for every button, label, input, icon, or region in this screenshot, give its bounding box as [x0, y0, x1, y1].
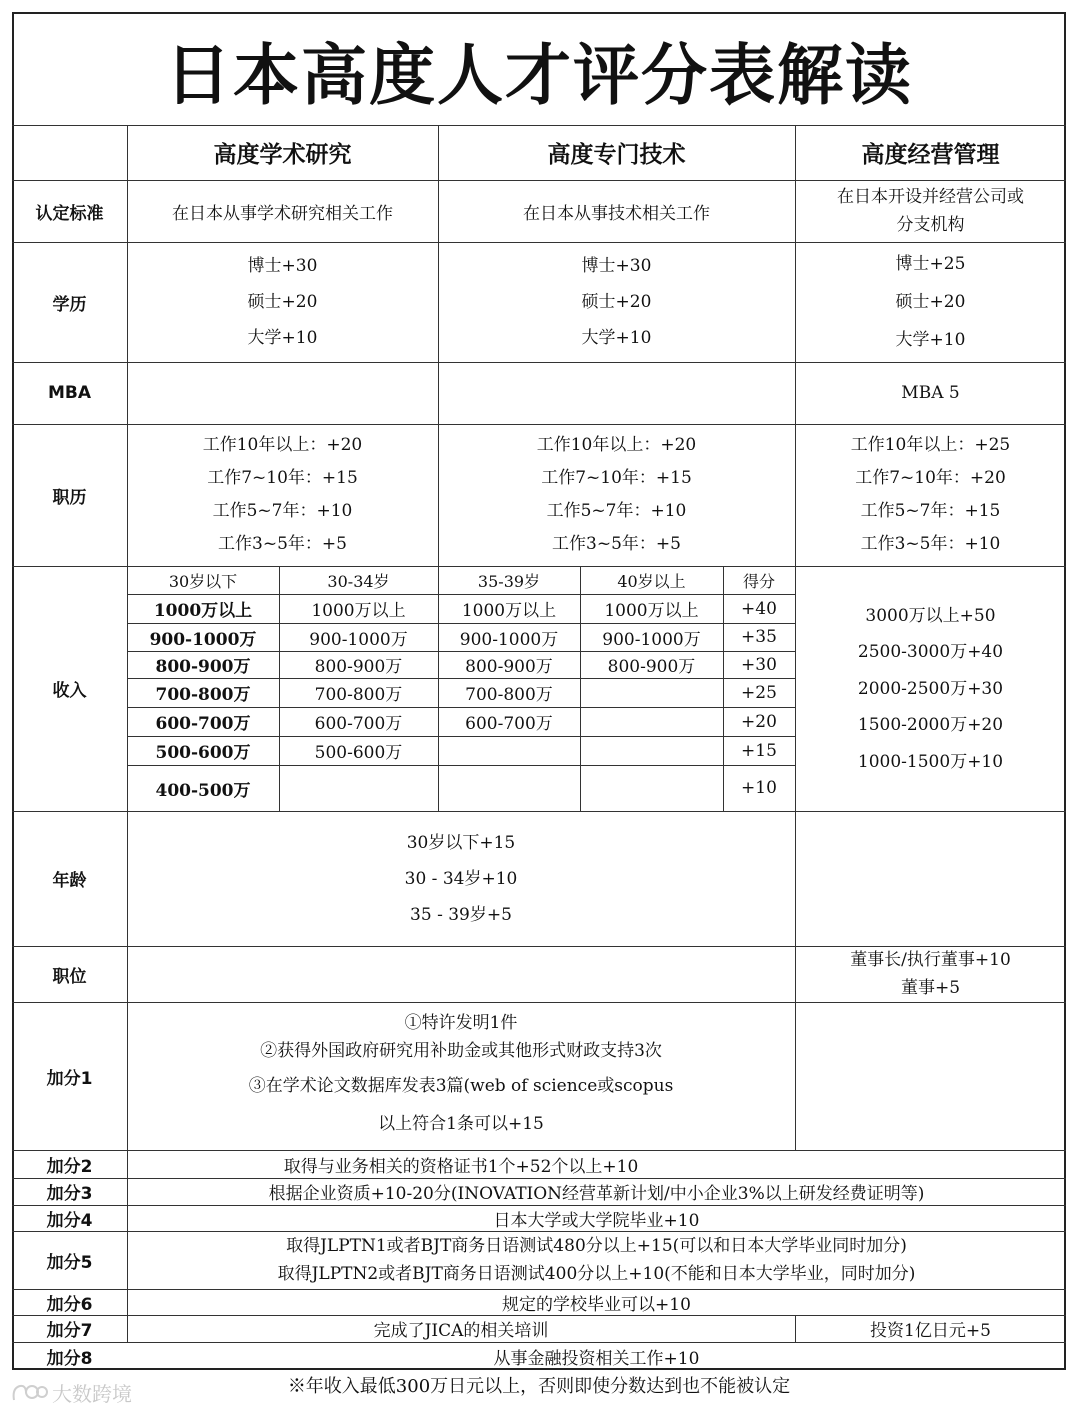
row-label-bonus4: 加分4 [46, 1210, 93, 1231]
income-header-over40: 40岁以上 [617, 571, 686, 591]
column-header-technical: 高度专门技术 [547, 142, 686, 168]
bonus4-value: 日本大学或大学院毕业+10 [493, 1210, 700, 1231]
mba-business: MBA 5 [901, 383, 960, 403]
row-label-career: 职历 [52, 487, 87, 508]
table-row: 600-700万 600-700万 600-700万 +20 [155, 711, 777, 734]
watermark-text: 大数跨境 [52, 1382, 132, 1406]
watermark-logo-icon [8, 1380, 48, 1406]
table-row: 700-800万 700-800万 700-800万 +25 [155, 682, 777, 705]
criteria-academic: 在日本从事学术研究相关工作 [172, 203, 393, 224]
table-row: 500-600万 500-600万 +15 [155, 740, 777, 763]
page-title: 日本高度人才评分表解读 [165, 36, 913, 114]
career-academic: 工作10年以上：+20 工作7~10年：+15 工作5~7年：+10 工作3~5年：+5 [202, 435, 363, 554]
watermark [8, 1378, 132, 1407]
table-row: 900-1000万 900-1000万 900-1000万 900-1000万 +35 [149, 627, 777, 650]
bonus7-business: 投资1亿日元+5 [870, 1321, 991, 1341]
income-header-under30: 30岁以下 [168, 571, 238, 591]
row-label-criteria: 认定标准 [35, 203, 104, 224]
row-label-position: 职位 [52, 966, 87, 987]
row-label-bonus2: 加分2 [46, 1156, 93, 1177]
education-business: 博士+25 硕士+20 大学+10 [895, 254, 966, 350]
education-academic: 博士+30 硕士+20 大学+10 [247, 256, 318, 348]
criteria-business: 在日本开设并经营公司或 分支机构 [837, 187, 1024, 235]
income-header-30-34: 30-34岁 [327, 571, 390, 591]
income-business: 3000万以上+50 2500-3000万+40 2000-2500万+30 1500-2000万+20 1000-1500万+10 [857, 605, 1004, 772]
bonus3-value: 根据企业资质+10-20分(INOVATION经营革新计划/中小企业3%以上研发经费证明等) [268, 1184, 925, 1204]
row-label-bonus1: 加分1 [46, 1068, 93, 1089]
education-technical: 博士+30 硕士+20 大学+10 [581, 256, 652, 348]
row-label-bonus7: 加分7 [46, 1321, 93, 1341]
position-business: 董事长/执行董事+10 董事+5 [850, 950, 1011, 998]
age-value: 30岁以下+15 30 - 34岁+10 35 - 39岁+5 [404, 832, 518, 925]
row-label-age: 年龄 [52, 871, 87, 891]
table-row: 800-900万 800-900万 800-900万 800-900万 +30 [155, 654, 777, 677]
footnote: ※年收入最低300万日元以上，否则即使分数达到也不能被认定 [287, 1376, 791, 1397]
bonus1-value: ①特许发明1件 ②获得外国政府研究用补助金或其他形式财政支持3次 ③在学术论文数据库发表3篇(web of science或scopus 以上符合1条可以+15 [248, 1013, 674, 1134]
career-technical: 工作10年以上：+20 工作7~10年：+15 工作5~7年：+10 工作3~5年：+5 [536, 435, 697, 554]
income-header-35-39: 35-39岁 [477, 571, 541, 591]
row-label-education: 学历 [52, 294, 87, 315]
bonus8-value: 从事金融投资相关工作+10 [493, 1348, 700, 1369]
bonus5-value: 取得JLPTN1或者BJT商务日语测试480分以上+15(可以和日本大学毕业同时加分) 取得JLPTN2或者BJT商务日语测试400分以上+10(不能和日本大学毕业，同时加分) [277, 1236, 916, 1284]
table-row: 400-500万 +10 [155, 778, 777, 801]
row-label-bonus8: 加分8 [46, 1348, 93, 1369]
income-header-score: 得分 [742, 571, 775, 591]
row-label-bonus3: 加分3 [46, 1184, 93, 1204]
bonus2-value: 取得与业务相关的资格证书1个+52个以上+10 [283, 1156, 639, 1177]
row-label-bonus5: 加分5 [46, 1252, 93, 1273]
row-label-mba: MBA [47, 383, 92, 403]
column-header-academic: 高度学术研究 [213, 142, 352, 168]
bonus6-value: 规定的学校毕业可以+10 [502, 1294, 691, 1315]
career-business: 工作10年以上：+25 工作7~10年：+20 工作5~7年：+15 工作3~5年：+10 [850, 435, 1011, 554]
row-label-income: 收入 [52, 681, 87, 701]
bonus7-value: 完成了JICA的相关培训 [373, 1321, 549, 1341]
table-row: 1000万以上 1000万以上 1000万以上 1000万以上 +40 [153, 598, 777, 621]
column-header-business: 高度经营管理 [861, 142, 1000, 168]
criteria-technical: 在日本从事技术相关工作 [523, 203, 710, 224]
row-label-bonus6: 加分6 [46, 1294, 93, 1315]
